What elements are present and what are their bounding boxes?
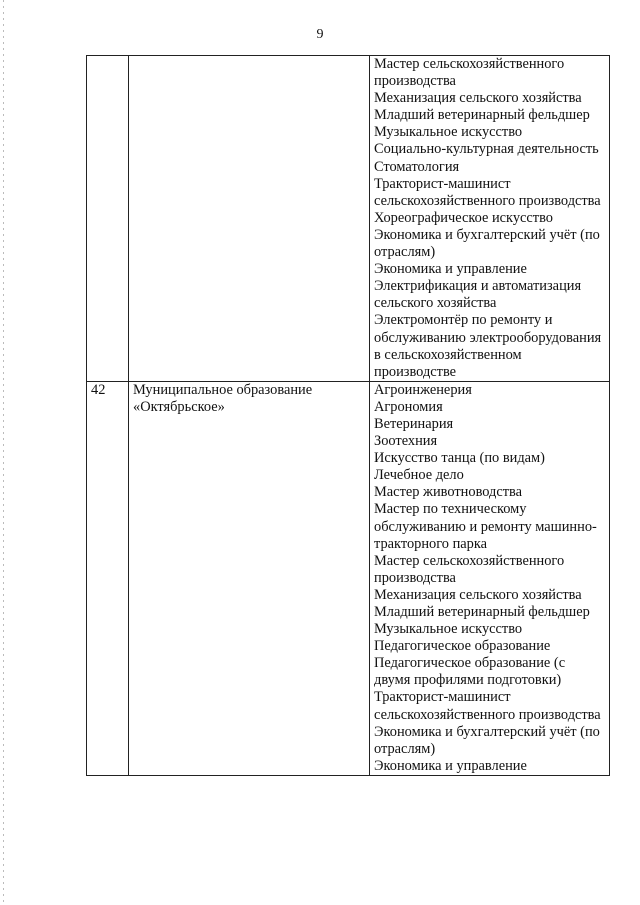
specialty-item: Мастер животноводства — [374, 484, 523, 501]
specialty-item: Механизация сельского хозяйства — [374, 586, 582, 603]
specialty-item: Искусство танца (по видам) — [374, 450, 545, 467]
specialty-item: Механизация сельского хозяйства — [374, 90, 582, 107]
specialties-cell — [370, 56, 610, 382]
specialty-item: Лечебное дело — [374, 467, 464, 484]
specialty-item: Ветеринария — [374, 415, 454, 432]
specialty-item: Экономика и управление — [374, 757, 527, 774]
specialty-item: Социально-культурная деятельность — [374, 141, 599, 158]
specialty-item: Экономика и бухгалтерский учёт (по отраслям) — [374, 226, 600, 261]
specialty-item: Экономика и бухгалтерский учёт (по отраслям) — [374, 723, 600, 757]
specialty-item: Мастер сельскохозяйственного производства — [374, 56, 565, 90]
specialty-item: Тракторист-машинист сельскохозяйственного производства — [374, 175, 601, 209]
specialty-item: Электрификация и автоматизация сельского хозяйства — [374, 278, 582, 312]
specialties-cell — [370, 381, 610, 775]
specialty-item: Электромонтёр по ремонту и обслуживанию электрооборудования в сельскохозяйственном производстве — [374, 312, 602, 380]
scan-edge-artifact — [3, 0, 4, 905]
specialty-item: Мастер сельскохозяйственного производства — [374, 552, 565, 586]
specialty-item: Агрономия — [374, 398, 443, 415]
row-number-cell: 42 — [87, 381, 129, 775]
page-number: 9 — [316, 27, 324, 42]
specialty-item: Мастер по техническому обслуживанию и ремонту машинно-тракторного парка — [374, 501, 597, 552]
row-number-cell — [87, 56, 129, 382]
specialties-table — [86, 55, 610, 776]
specialty-item: Агроинженерия — [374, 381, 472, 398]
table-row — [87, 381, 610, 775]
specialty-item: Тракторист-машинист сельскохозяйственного производства — [374, 689, 601, 723]
specialty-item: Зоотехния — [374, 433, 438, 450]
specialty-item: Педагогическое образование (с двумя профилями подготовки) — [374, 655, 566, 689]
specialty-item: Педагогическое образование — [374, 638, 551, 655]
specialty-item: Хореографическое искусство — [374, 209, 553, 226]
municipality-cell: Муниципальное образование «Октябрьское» — [129, 381, 370, 775]
specialty-item: Младший ветеринарный фельдшер — [374, 604, 590, 620]
specialty-item: Младший ветеринарный фельдшер — [374, 107, 590, 124]
specialty-item: Экономика и управление — [374, 261, 527, 278]
table-row — [87, 56, 610, 382]
specialty-item: Музыкальное искусство — [374, 124, 523, 141]
table-body — [87, 56, 610, 776]
specialty-item: Музыкальное искусство — [374, 621, 523, 638]
specialty-item: Стоматология — [374, 158, 460, 175]
municipality-cell — [129, 56, 370, 382]
